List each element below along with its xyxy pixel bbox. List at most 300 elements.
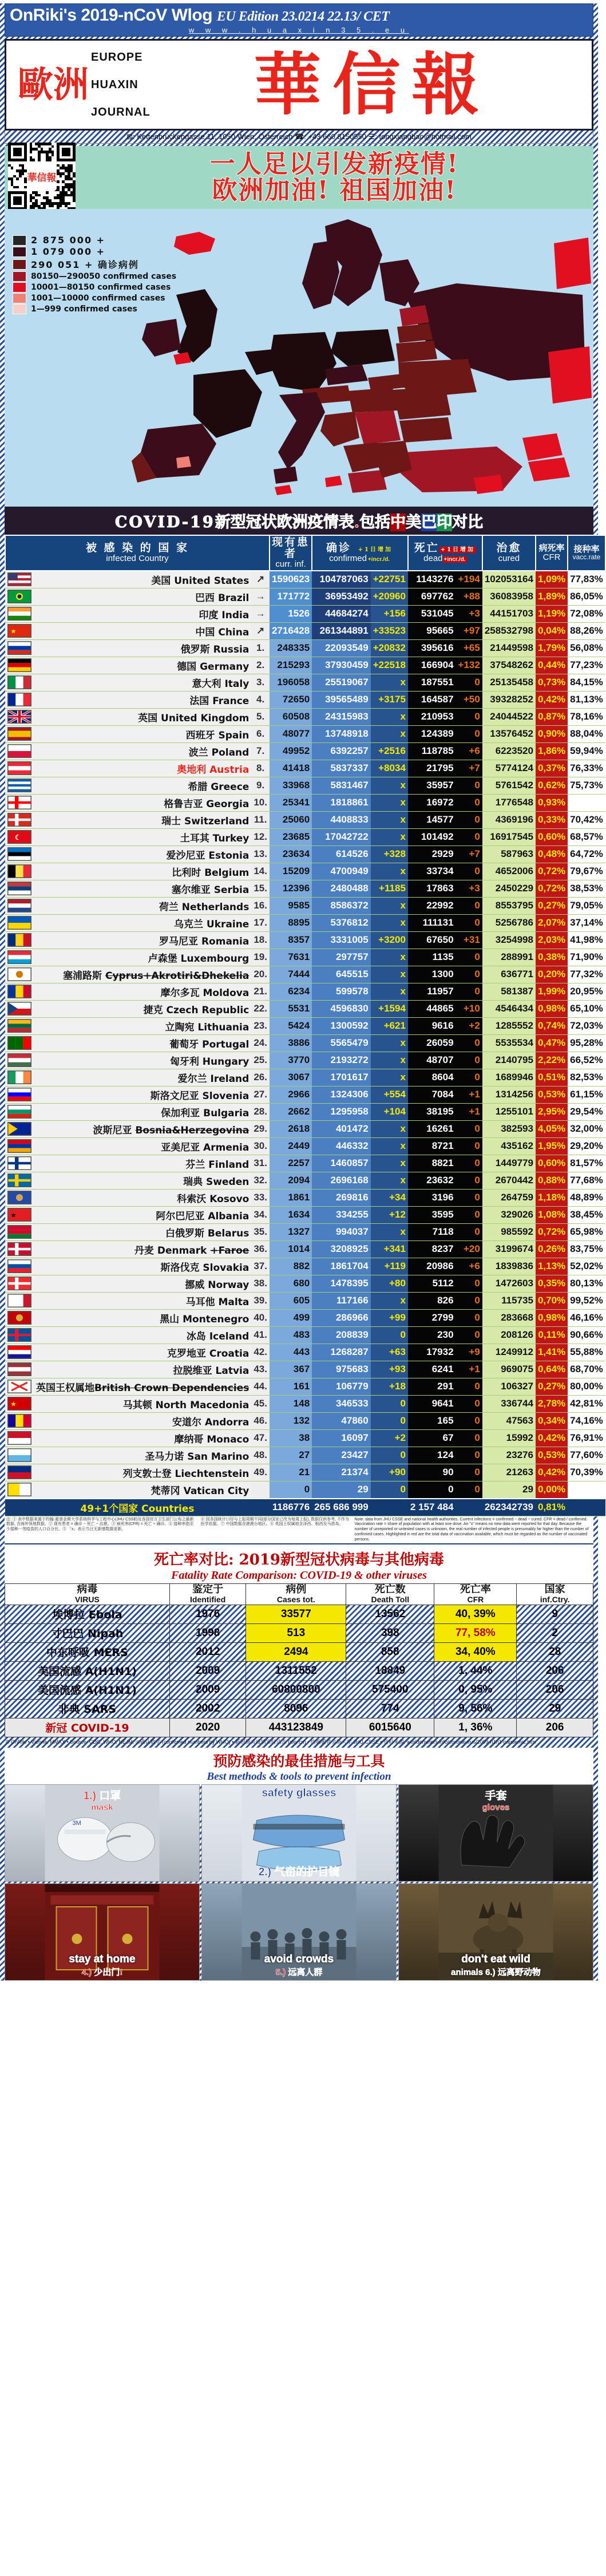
table-row[interactable] <box>5 1240 605 1258</box>
dead-increase: +31 <box>456 931 482 949</box>
table-row[interactable] <box>5 949 605 966</box>
country-rank: 6. <box>251 725 270 742</box>
table-row[interactable] <box>5 863 605 880</box>
dead-total: 9641 <box>408 1395 456 1412</box>
table-row[interactable] <box>5 571 605 588</box>
cured-total: 4369196 <box>482 811 536 828</box>
case-fatality-rate: 0,35% <box>536 1275 568 1292</box>
dead-total: 16972 <box>408 794 456 811</box>
case-fatality-rate: 0,93% <box>536 794 568 811</box>
table-row[interactable] <box>5 1189 605 1206</box>
table-row[interactable] <box>5 691 605 708</box>
confirmed-increase: 0 <box>371 1395 408 1412</box>
cured-total: 1249912 <box>482 1344 536 1361</box>
flag-icon <box>7 1362 31 1376</box>
vaccination-rate: 37,14% <box>568 914 605 931</box>
table-row[interactable] <box>5 605 605 622</box>
dead-total: 2799 <box>408 1309 456 1326</box>
case-fatality-rate: 1,86% <box>536 742 568 760</box>
flag-icon <box>7 1294 31 1307</box>
current-infections: 25341 <box>270 794 312 811</box>
country-name: 冰岛 Iceland <box>34 1326 251 1344</box>
cured-total: 21449598 <box>482 639 536 657</box>
country-name: 英国王权属地British Crown Dependencies <box>34 1378 251 1395</box>
th-country-en: infected Country <box>106 553 169 563</box>
title-brazil: 巴 <box>421 513 437 531</box>
table-row[interactable] <box>5 588 605 605</box>
dead-total: 9616 <box>408 1017 456 1034</box>
table-row[interactable] <box>5 1378 605 1395</box>
table-row[interactable] <box>5 1344 605 1361</box>
dead-increase: +6 <box>456 742 482 760</box>
dead-total: 2929 <box>408 846 456 863</box>
dead-total: 8821 <box>408 1155 456 1172</box>
fth-ctry-en: inf.Ctry. <box>540 1595 570 1605</box>
qr-code[interactable] <box>8 143 76 210</box>
legend-swatch <box>13 247 26 257</box>
dead-total: 395616 <box>408 639 456 657</box>
table-row[interactable] <box>5 811 605 828</box>
fatality-title-cn: 死亡率对比: 2019新型冠状病毒与其他病毒 <box>153 1551 444 1569</box>
dead-increase: 0 <box>456 811 482 828</box>
footnote-col2: ⑥ 因各国统计口径与上报周期不同(部分国家已改为每周上报), 数据仅供参考, 不作为医学依据。⑦ 中国数据含港澳台地区。⑧ 英国王权属地含泽西、根西及马恩岛。 <box>200 1517 350 1527</box>
footnote-col3: Note: data from JHU CSSE and national health authorities. Current infections = confirmed − dead − cured. CFR = dead / confirmed. Vaccination rate = share of population with at least one dose. An "x" means no new data were reported for that day. Because the number of unreported or untested cases is unknown, the real number of infected people is presumably far higher than the number of confirmed cases. Highlighted in red are the total data of vaccination available, which must be regarded as the number of vaccinated persons. <box>354 1517 589 1542</box>
cured-total: 1285552 <box>482 1017 536 1034</box>
country-flag-cell <box>5 674 34 691</box>
confirmed-increase: +2 <box>371 1429 408 1447</box>
country-rank: 48. <box>251 1447 270 1464</box>
country-name: 拉脱维亚 Latvia <box>34 1361 251 1378</box>
dead-increase: +194 <box>456 571 482 588</box>
cured-total: 6223520 <box>482 742 536 760</box>
country-name: 印度 India <box>34 605 251 622</box>
table-row[interactable] <box>5 1086 605 1103</box>
country-name: 土耳其 Turkey <box>34 828 251 846</box>
dead-total: 11957 <box>408 983 456 1000</box>
confirmed-increase: +20960 <box>371 588 408 605</box>
flag-icon <box>7 727 31 741</box>
country-flag-cell <box>5 1034 34 1052</box>
virus-cfr: 1, 44% <box>434 1661 517 1680</box>
current-infections: 215293 <box>270 657 312 674</box>
table-row[interactable] <box>5 1429 605 1447</box>
confirmed-increase: x <box>371 1052 408 1069</box>
flag-icon <box>7 1019 31 1033</box>
confirmed-increase: x <box>371 863 408 880</box>
vaccination-rate: 81,13% <box>568 691 605 708</box>
svg-text:★: ★ <box>11 629 16 635</box>
case-fatality-rate: 0,47% <box>536 1034 568 1052</box>
current-infections: 605 <box>270 1292 312 1309</box>
vaccination-rate: 72,08% <box>568 605 605 622</box>
current-infections: 499 <box>270 1309 312 1326</box>
dead-total: 20986 <box>408 1258 456 1275</box>
table-row[interactable] <box>5 1103 605 1120</box>
table-row[interactable] <box>5 880 605 897</box>
table-row[interactable] <box>5 966 605 983</box>
table-row[interactable] <box>5 1120 605 1137</box>
table-row[interactable] <box>5 1155 605 1172</box>
current-infections: 1014 <box>270 1240 312 1258</box>
table-row[interactable] <box>5 742 605 760</box>
table-row[interactable] <box>5 828 605 846</box>
case-fatality-rate: 0,38% <box>536 949 568 966</box>
table-row[interactable] <box>5 1275 605 1292</box>
table-row[interactable] <box>5 914 605 931</box>
table-row[interactable] <box>5 1206 605 1223</box>
table-row[interactable] <box>5 708 605 725</box>
fth-deaths-en: Death Toll <box>371 1595 410 1605</box>
qr-module <box>16 186 19 189</box>
prevention-en-5a: don't eat wild <box>461 1953 530 1965</box>
case-fatality-rate: 1,13% <box>536 1258 568 1275</box>
table-row[interactable] <box>5 674 605 691</box>
dead-total: 697762 <box>408 588 456 605</box>
case-fatality-rate: 0,42% <box>536 691 568 708</box>
dead-increase: 0 <box>456 983 482 1000</box>
flag-icon <box>7 779 31 792</box>
vaccination-rate: 99,52% <box>568 1292 605 1309</box>
dead-increase: 0 <box>456 1137 482 1155</box>
qr-module <box>24 159 27 161</box>
virus-cfr: 9, 56% <box>434 1699 517 1718</box>
cured-total: 115735 <box>482 1292 536 1309</box>
table-row[interactable] <box>5 1412 605 1429</box>
table-row[interactable] <box>5 794 605 811</box>
table-row[interactable] <box>5 1137 605 1155</box>
case-fatality-rate: 0,73% <box>536 674 568 691</box>
masthead-titlebar <box>5 3 593 37</box>
country-rank: 15. <box>251 880 270 897</box>
confirmed-total: 1295958 <box>312 1103 371 1120</box>
dead-total: 35957 <box>408 777 456 794</box>
table-row[interactable] <box>5 983 605 1000</box>
vaccination-rate: 55,88% <box>568 1344 605 1361</box>
virus-cases: 2494 <box>246 1642 346 1661</box>
virus-countries: 206 <box>517 1661 593 1680</box>
map-legend <box>13 235 176 315</box>
fatality-row <box>5 1699 593 1718</box>
th-cured <box>482 535 536 571</box>
vaccination-rate: 70,42% <box>568 811 605 828</box>
confirmed-increase: x <box>371 725 408 742</box>
website-url[interactable]: w w w . h u a x i n 3 5 . e u <box>188 26 410 34</box>
confirmed-increase: x <box>371 1069 408 1086</box>
table-row[interactable] <box>5 1052 605 1069</box>
country-name: 圣马力诺 San Marino <box>34 1447 251 1464</box>
confirmed-total: 994037 <box>312 1223 371 1240</box>
country-flag-cell <box>5 1103 34 1120</box>
confirmed-total: 401472 <box>312 1120 371 1137</box>
table-row[interactable] <box>5 1447 605 1464</box>
vaccination-rate: 65,10% <box>568 1000 605 1017</box>
country-name: 立陶宛 Lithuania <box>34 1017 251 1034</box>
flag-icon <box>7 1431 31 1445</box>
country-name: 瑞典 Sweden <box>34 1172 251 1189</box>
country-flag-cell <box>5 777 34 794</box>
confirmed-increase: +119 <box>371 1258 408 1275</box>
case-fatality-rate: 4,05% <box>536 1120 568 1137</box>
fth-virus-en: VIRUS <box>75 1595 100 1605</box>
cured-total: 4652006 <box>482 863 536 880</box>
th-vacc-cn: 接种率 <box>573 543 600 554</box>
vaccination-rate: 90,66% <box>568 1326 605 1344</box>
cured-total: 636771 <box>482 966 536 983</box>
table-row[interactable] <box>5 639 605 657</box>
dead-increase: +1 <box>456 1103 482 1120</box>
country-flag-cell <box>5 1189 34 1206</box>
table-row[interactable] <box>5 1464 605 1481</box>
flag-icon <box>7 1328 31 1342</box>
confirmed-increase: +341 <box>371 1240 408 1258</box>
dead-increase: 0 <box>456 1223 482 1240</box>
prevention-en-7: avoid crowds <box>264 1953 334 1965</box>
case-fatality-rate: 1,79% <box>536 639 568 657</box>
table-row[interactable] <box>5 1395 605 1412</box>
confirmed-increase: x <box>371 1137 408 1155</box>
th-confirmed <box>312 535 408 571</box>
country-name: 斯洛文尼亚 Slovenia <box>34 1086 251 1103</box>
country-rank: 43. <box>251 1361 270 1378</box>
cured-total: 283668 <box>482 1309 536 1326</box>
table-row[interactable] <box>5 1034 605 1052</box>
virus-year: 2009 <box>169 1661 246 1680</box>
country-name: 挪威 Norway <box>34 1275 251 1292</box>
qr-module <box>22 172 25 175</box>
flag-icon <box>7 590 31 603</box>
table-row[interactable] <box>5 1292 605 1309</box>
current-infections: 2449 <box>270 1137 312 1155</box>
country-name: 梵蒂冈 Vatican City <box>34 1481 251 1499</box>
prevention-cn-3: 手套 <box>485 1789 507 1802</box>
cured-total: 3199674 <box>482 1240 536 1258</box>
dead-total: 7118 <box>408 1223 456 1240</box>
country-rank: 34. <box>251 1206 270 1223</box>
th-current <box>270 535 312 571</box>
country-rank: 31. <box>251 1155 270 1172</box>
country-rank: 19. <box>251 949 270 966</box>
dead-increase: 0 <box>456 1412 482 1429</box>
table-row[interactable] <box>5 1258 605 1275</box>
legend-item <box>13 246 176 257</box>
country-flag-cell <box>5 1258 34 1275</box>
dead-increase: +7 <box>456 760 482 777</box>
country-flag-cell <box>5 708 34 725</box>
case-fatality-rate: 0,53% <box>536 1447 568 1464</box>
fth-cases-cn: 病例 <box>286 1583 307 1596</box>
virus-countries: 206 <box>517 1680 593 1699</box>
vaccination-rate: 79,05% <box>568 897 605 914</box>
prevention-en-5b: animals 6.) 远离野动物 <box>451 1967 541 1977</box>
virus-deaths: 18849 <box>346 1661 434 1680</box>
table-row[interactable] <box>5 1172 605 1189</box>
dead-increase: 0 <box>456 674 482 691</box>
country-flag-cell <box>5 725 34 742</box>
flag-icon <box>7 899 31 912</box>
virus-year: 1998 <box>169 1623 246 1642</box>
vaccination-rate: 41,98% <box>568 931 605 949</box>
country-name: 匈牙利 Hungary <box>34 1052 251 1069</box>
country-rank: 17. <box>251 914 270 931</box>
country-name: 塞尔维亚 Serbia <box>34 880 251 897</box>
current-infections: 148 <box>270 1395 312 1412</box>
confirmed-increase: +18 <box>371 1378 408 1395</box>
case-fatality-rate: 0,48% <box>536 846 568 863</box>
vaccination-rate: 80,00% <box>568 1378 605 1395</box>
flag-icon <box>7 1397 31 1411</box>
case-fatality-rate: 0,27% <box>536 1378 568 1395</box>
dead-increase: 0 <box>456 1120 482 1137</box>
fatality-title <box>5 1544 593 1583</box>
table-row[interactable] <box>5 931 605 949</box>
confirmed-total: 106779 <box>312 1378 371 1395</box>
country-rank: 41. <box>251 1326 270 1344</box>
dead-increase: +20 <box>456 1240 482 1258</box>
case-fatality-rate: 0,42% <box>536 1429 568 1447</box>
case-fatality-rate: 0,51% <box>536 1069 568 1086</box>
country-name: 波斯尼亚 Bosnia&Herzegovina <box>34 1120 251 1137</box>
cured-total: 208126 <box>482 1326 536 1344</box>
confirmed-total: 22093549 <box>312 639 371 657</box>
country-name: 爱沙尼亚 Estonia <box>34 846 251 863</box>
table-row[interactable] <box>5 1481 605 1499</box>
table-row[interactable] <box>5 760 605 777</box>
country-rank <box>251 1481 270 1499</box>
prevention-en-3: gloves <box>482 1802 510 1812</box>
table-row[interactable] <box>5 1326 605 1344</box>
country-rank: 5. <box>251 708 270 725</box>
qr-module <box>52 145 54 148</box>
th-country-cn: 被 感 染 的 国 家 <box>85 541 189 554</box>
current-infections: 1526 <box>270 605 312 622</box>
confirmed-total: 975683 <box>312 1361 371 1378</box>
vaccination-rate: 56,08% <box>568 639 605 657</box>
flag-icon <box>7 1242 31 1256</box>
legend-label: 10001—80150 confirmed cases <box>31 283 171 292</box>
country-flag-cell <box>5 1137 34 1155</box>
case-fatality-rate: 0,44% <box>536 657 568 674</box>
flag-icon <box>7 761 31 775</box>
virus-cfr: 0, 95% <box>434 1680 517 1699</box>
vaccination-rate: 46,16% <box>568 1309 605 1326</box>
table-row[interactable] <box>5 846 605 863</box>
qr-module <box>60 175 62 178</box>
dead-increase: +9 <box>456 1344 482 1361</box>
case-fatality-rate: 1,08% <box>536 1206 568 1223</box>
vaccination-rate: 82,53% <box>568 1069 605 1086</box>
country-name: 奥地利 Austria <box>34 760 251 777</box>
vaccination-rate: 77,32% <box>568 966 605 983</box>
th-dead-en: dead <box>423 553 443 563</box>
cured-total: 382593 <box>482 1120 536 1137</box>
country-rank: → <box>251 605 270 622</box>
dead-total: 90 <box>408 1464 456 1481</box>
dead-increase: 0 <box>456 1378 482 1395</box>
title-covid19: COVID-19 <box>114 513 215 531</box>
virus-deaths: 398 <box>346 1623 434 1642</box>
table-row[interactable] <box>5 1309 605 1326</box>
dead-increase: 0 <box>456 1155 482 1172</box>
dead-increase: +1 <box>456 1086 482 1103</box>
qr-module <box>73 159 76 161</box>
cured-total: 44151703 <box>482 605 536 622</box>
current-infections: 38 <box>270 1429 312 1447</box>
country-flag-cell <box>5 1223 34 1240</box>
case-fatality-rate: 0,60% <box>536 1155 568 1172</box>
country-flag-cell <box>5 966 34 983</box>
cured-total: 13576452 <box>482 725 536 742</box>
country-rank: 37. <box>251 1258 270 1275</box>
confirmed-increase: x <box>371 1172 408 1189</box>
vaccination-rate: 48,89% <box>568 1189 605 1206</box>
table-row[interactable] <box>5 897 605 914</box>
flag-icon <box>7 572 31 586</box>
table-row[interactable] <box>5 777 605 794</box>
table-row[interactable] <box>5 1000 605 1017</box>
confirmed-increase: +3175 <box>371 691 408 708</box>
table-row[interactable] <box>5 1069 605 1086</box>
qr-module <box>68 153 70 156</box>
confirmed-increase: x <box>371 1292 408 1309</box>
dead-increase: 0 <box>456 1326 482 1344</box>
confirmed-increase: +8034 <box>371 760 408 777</box>
fatality-table <box>5 1583 593 1737</box>
flag-icon <box>7 882 31 895</box>
table-row[interactable] <box>5 622 605 639</box>
table-row[interactable] <box>5 1223 605 1240</box>
virus-year: 2012 <box>169 1642 246 1661</box>
fth-cfr <box>434 1584 517 1605</box>
table-totals-row <box>5 1499 605 1516</box>
vaccination-rate: 79,67% <box>568 863 605 880</box>
cured-total: 969075 <box>482 1361 536 1378</box>
table-row[interactable] <box>5 1017 605 1034</box>
dead-increase: +1 <box>456 1361 482 1378</box>
country-flag-cell <box>5 1086 34 1103</box>
prevention-cap-wildlife <box>399 1953 593 1978</box>
table-row[interactable] <box>5 725 605 742</box>
country-rank: 7. <box>251 742 270 760</box>
cured-total: 329026 <box>482 1206 536 1223</box>
totals-label: 49+1个国家 Countries <box>5 1499 270 1516</box>
dead-increase: 0 <box>456 708 482 725</box>
country-flag-cell <box>5 880 34 897</box>
virus-cases: 60800800 <box>246 1680 346 1699</box>
vaccination-rate: 64,72% <box>568 846 605 863</box>
qr-center-logo: 華信報 <box>27 161 57 191</box>
table-row[interactable] <box>5 1361 605 1378</box>
totals-confirmed: 265 686 999 <box>312 1499 371 1516</box>
country-flag-cell <box>5 1412 34 1429</box>
cured-total: 2450229 <box>482 880 536 897</box>
table-row[interactable] <box>5 657 605 674</box>
dead-total: 33734 <box>408 863 456 880</box>
legend-swatch <box>13 271 26 282</box>
flag-icon <box>7 933 31 947</box>
dead-total: 8721 <box>408 1137 456 1155</box>
country-rank: 28. <box>251 1103 270 1120</box>
wlog-edition: EU Edition 23.0214 22.13/ CET <box>216 9 390 24</box>
flag-icon <box>7 967 31 981</box>
dead-increase: 0 <box>456 1395 482 1412</box>
confirmed-total: 286966 <box>312 1309 371 1326</box>
country-rank: 47. <box>251 1429 270 1447</box>
current-infections: 5424 <box>270 1017 312 1034</box>
confirmed-total: 1701617 <box>312 1069 371 1086</box>
current-infections: 21 <box>270 1464 312 1481</box>
country-name: 乌克兰 Ukraine <box>34 914 251 931</box>
case-fatality-rate: 0,88% <box>536 1172 568 1189</box>
